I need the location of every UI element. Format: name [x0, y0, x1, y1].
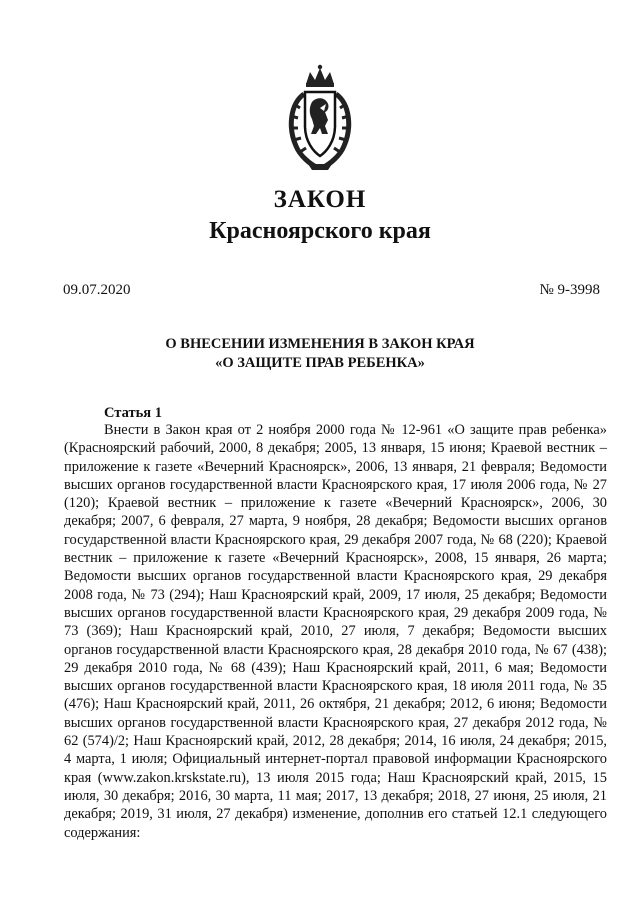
law-date: 09.07.2020	[63, 282, 131, 298]
document-title-line-2: «О ЗАЩИТЕ ПРАВ РЕБЕНКА»	[215, 355, 425, 371]
article-heading: Статья 1	[104, 405, 162, 421]
law-heading: ЗАКОН	[273, 186, 367, 213]
law-number: № 9-3998	[539, 282, 600, 298]
region-heading: Красноярского края	[209, 218, 431, 244]
article-body-text: Внести в Закон края от 2 ноября 2000 года № 12-961 «О защите прав ребенка» (Красноярский рабочий, 2000, 8 декабря; 2005, 13 января, 15 июня; Краевой вестник – приложение к газете «Вечерний Красноярск», 2006, 13 января, 21 февраля; Ведомости высших органов государственной власти Красноярского края, 17 июля 2006 года, № 27 (120); Краевой вестник – приложение к газете «Вечерний Красноярск», 2006, 30 декабря; 2007, 6 февраля, 27 марта, 9 ноября, 28 декабря; Ведомости высших органов государственной власти Красноярского края, 29 декабря 2007 года, № 68 (220); Краевой вестник – приложение к газете «Вечерний Красноярск», 2008, 15 января, 26 марта; Ведомости высших органов государственной власти Красноярского края, 29 декабря 2008 года, № 73 (294); Наш Красноярский край, 2009, 17 июля, 25 декабря; Ведомости высших органов государственной власти Красноярского края, 29 декабря 2009 года, № 73 (369); Наш Красноярский край, 2010, 27 июля, 7 декабря; Ведомости высших органов государственной власти Красноярского края, 28 декабря 2010 года, № 67 (438); 29 декабря 2010 года, № 68 (439); Наш Красноярский край, 2011, 6 мая; Ведомости высших органов государственной власти Красноярского края, 18 июля 2011 года, № 35 (476); Наш Красноярский край, 2011, 26 октября, 21 декабря; 2012, 6 июня; Ведомости высших органов государственной власти Красноярского края, 27 декабря 2012 года, № 62 (574)/2; Наш Красноярский край, 2012, 28 декабря; 2014, 16 июля, 24 декабря; 2015, 4 марта, 1 июля; Официальный интернет-портал правовой информации Красноярского края (www.zakon.krskstate.ru), 13 июля 2015 года; Наш Красноярский край, 2015, 15 июля, 30 декабря; 2016, 30 марта, 11 мая; 2017, 13 декабря; 2018, 27 июня, 25 июля, 21 декабря; 2019, 31 июля, 27 декабря) изменение, дополнив его статьей 12.1 следующего содержания:	[64, 422, 607, 841]
document-title	[0, 335, 640, 373]
coat-of-arms-emblem	[282, 64, 358, 174]
document-title-line-1: О ВНЕСЕНИИ ИЗМЕНЕНИЯ В ЗАКОН КРАЯ	[165, 336, 475, 352]
